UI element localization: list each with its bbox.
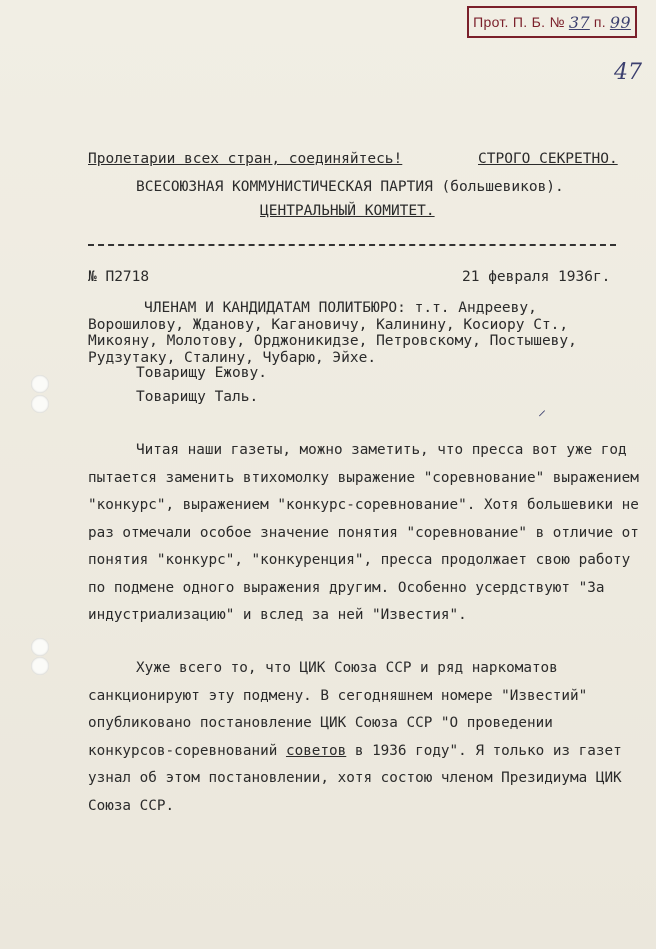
paragraph-text: Читая наши газеты, можно заметить, что пресса вот уже год пытается заменить втихомолку выражение "соревнование" выражением "конкурс", выражением "конкурс-соревнование". Хотя большевики не раз отмечали особое значение понятия "соревнование" в отличие от понятия "конкурс", "конкуренция", пресса продолжает свою работу по подмене одного выражения другим. Особенно усердствуют "За индустриализацию" и вслед за ней "Известия". <box>88 442 639 623</box>
classification-mark: СТРОГО СЕКРЕТНО. <box>478 151 618 167</box>
document-date: 21 февраля 1936г. <box>462 269 611 285</box>
paragraph-text <box>88 655 640 820</box>
stamp-point-number: 99 <box>609 12 631 32</box>
addressee-politburo: ЧЛЕНАМ И КАНДИДАТАМ ПОЛИТБЮРО: т.т. Андрееву, Ворошилову, Жданову, Кагановичу, Калинину, Косиору Ст., Микояну, Молотову, Орджоникидзе, Петровскому, Постышеву, Рудзутаку, Сталину, Чубарю, Эйхе. <box>88 300 577 366</box>
body-paragraph-2 <box>88 655 640 820</box>
folio-number: 47 <box>614 60 642 85</box>
binder-hole <box>31 638 49 656</box>
document-number: № П2718 <box>88 269 150 285</box>
stamp-protocol-number: 37 <box>568 12 590 32</box>
ink-mark: ⸝ <box>538 400 547 419</box>
party-name: ВСЕСОЮЗНАЯ КОММУНИСТИЧЕСКАЯ ПАРТИЯ (большевиков). <box>136 179 564 195</box>
paragraph-text-part: в 1936 году". Я только из газет узнал об этом постановлении, хотя состою членом Президиума ЦИК Союза ССР. <box>88 742 622 814</box>
binder-hole <box>31 395 49 413</box>
binder-hole <box>31 657 49 675</box>
addressee-tal: Товарищу Таль. <box>136 389 259 405</box>
slogan: Пролетарии всех стран, соединяйтесь! <box>88 151 403 167</box>
separator-rule <box>88 244 616 246</box>
paragraph-text-part: Хуже всего то, что ЦИК Союза ССР и ряд наркоматов санкционируют эту подмену. В сегодняшнем номере "Известий" опубликовано постановление ЦИК Союза ССР "О проведении конкурсов-соревнований <box>88 660 588 759</box>
stamp-prefix: Прот. П. Б. № <box>473 14 565 30</box>
committee-name: ЦЕНТРАЛЬНЫЙ КОМИТЕТ. <box>260 203 435 219</box>
underlined-word: советов <box>285 742 347 759</box>
addressee-yezhov: Товарищу Ежову. <box>136 365 267 381</box>
addressee-list <box>88 300 636 366</box>
binder-hole <box>31 375 49 393</box>
stamp-point-prefix: п. <box>593 14 606 30</box>
body-paragraph-1 <box>88 437 640 630</box>
registration-stamp <box>467 6 637 38</box>
